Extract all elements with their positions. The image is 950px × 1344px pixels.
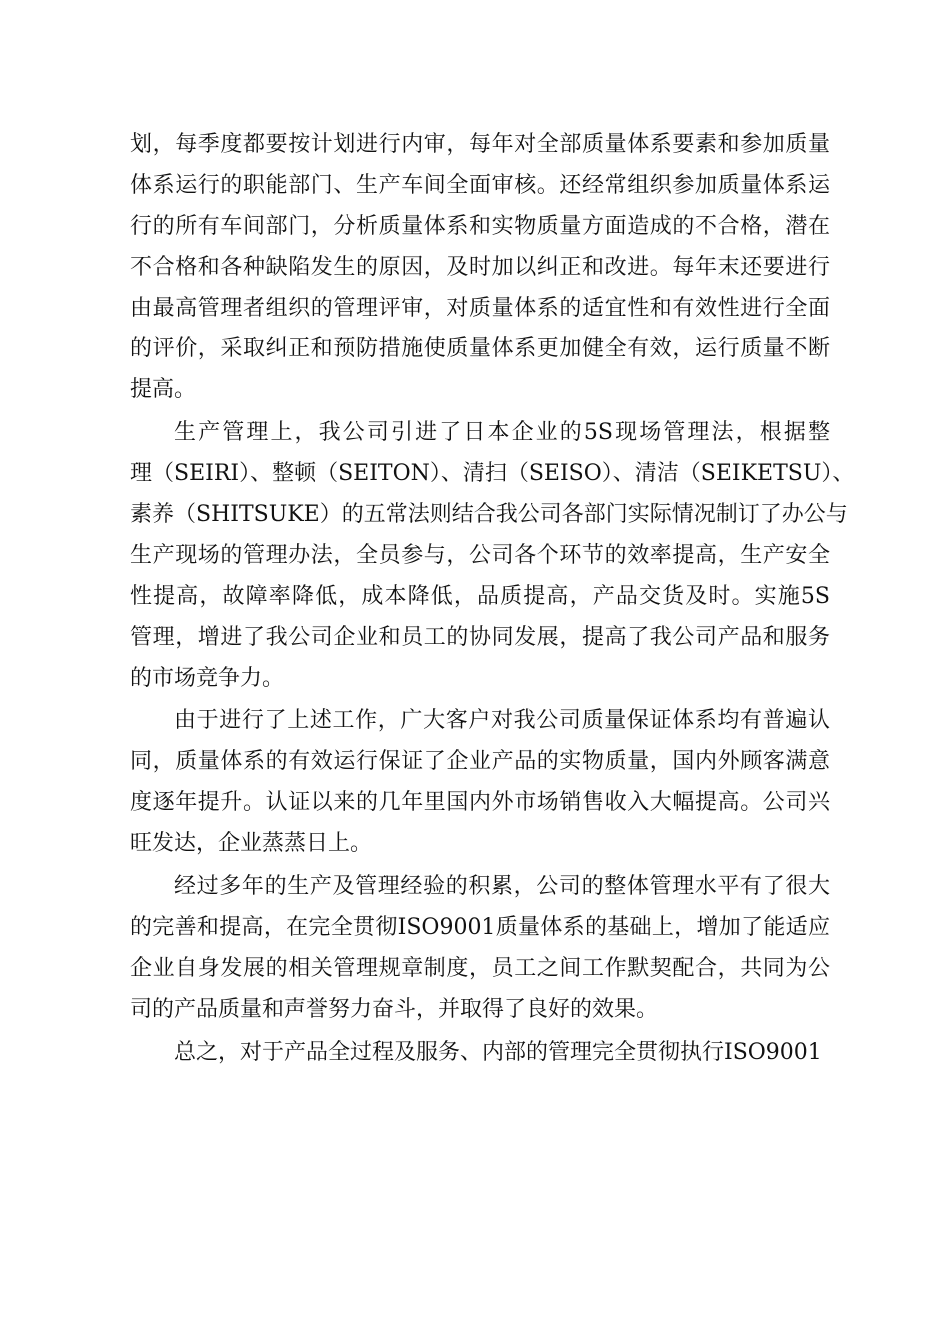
text-line: 经过多年的生产及管理经验的积累，公司的整体管理水平有了很大 [174,874,830,900]
text-line: 提高。 [130,377,197,403]
text-line: 性提高，故障率降低，成本降低，品质提高，产品交货及时。实施5S [130,583,830,609]
text-line: 理（SEIRI）、整顿（SEITON）、清扫（SEISO）、清洁（SEIKETSU）、 [130,461,855,487]
text-line: 管理，增进了我公司企业和员工的协同发展，提高了我公司产品和服务 [130,624,830,650]
text-line: 由最高管理者组织的管理评审，对质量体系的适宜性和有效性进行全面 [130,295,830,321]
document-page [130,125,855,1075]
paragraph [130,413,855,699]
text-line: 旺发达，企业蒸蒸日上。 [130,831,373,857]
text-line: 素养（SHITSUKE）的五常法则结合我公司各部门实际情况制订了办公与 [130,502,848,528]
text-line: 的市场竞争力。 [130,665,285,691]
paragraph [130,125,830,411]
text-line: 总之，对于产品全过程及服务、内部的管理完全贯彻执行ISO9001 [174,1039,822,1065]
text-line: 同，质量体系的有效运行保证了企业产品的实物质量，国内外顾客满意 [130,749,830,775]
paragraph [130,867,830,1031]
text-line: 行的所有车间部门，分析质量体系和实物质量方面造成的不合格，潜在 [130,213,830,239]
text-line: 不合格和各种缺陷发生的原因，及时加以纠正和改进。每年末还要进行 [130,254,830,280]
text-line: 生产现场的管理办法，全员参与，公司各个环节的效率提高，生产安全 [130,542,830,568]
text-line: 体系运行的职能部门、生产车间全面审核。还经常组织参加质量体系运 [130,172,830,198]
text-line: 由于进行了上述工作，广大客户对我公司质量保证体系均有普遍认 [174,708,830,734]
text-line: 划，每季度都要按计划进行内审，每年对全部质量体系要素和参加质量 [130,132,830,157]
paragraph [130,701,830,865]
text-line: 生产管理上，我公司引进了日本企业的5S现场管理法，根据整 [174,420,830,446]
text-line: 的完善和提高，在完全贯彻ISO9001质量体系的基础上，增加了能适应 [130,914,830,940]
text-line: 企业自身发展的相关管理规章制度，员工之间工作默契配合，共同为公 [130,955,830,981]
text-line: 度逐年提升。认证以来的几年里国内外市场销售收入大幅提高。公司兴 [130,790,830,816]
text-line: 的评价，采取纠正和预防措施使质量体系更加健全有效，运行质量不断 [130,336,830,362]
paragraph [130,1033,830,1074]
text-line: 司的产品质量和声誉努力奋斗，并取得了良好的效果。 [130,996,659,1022]
